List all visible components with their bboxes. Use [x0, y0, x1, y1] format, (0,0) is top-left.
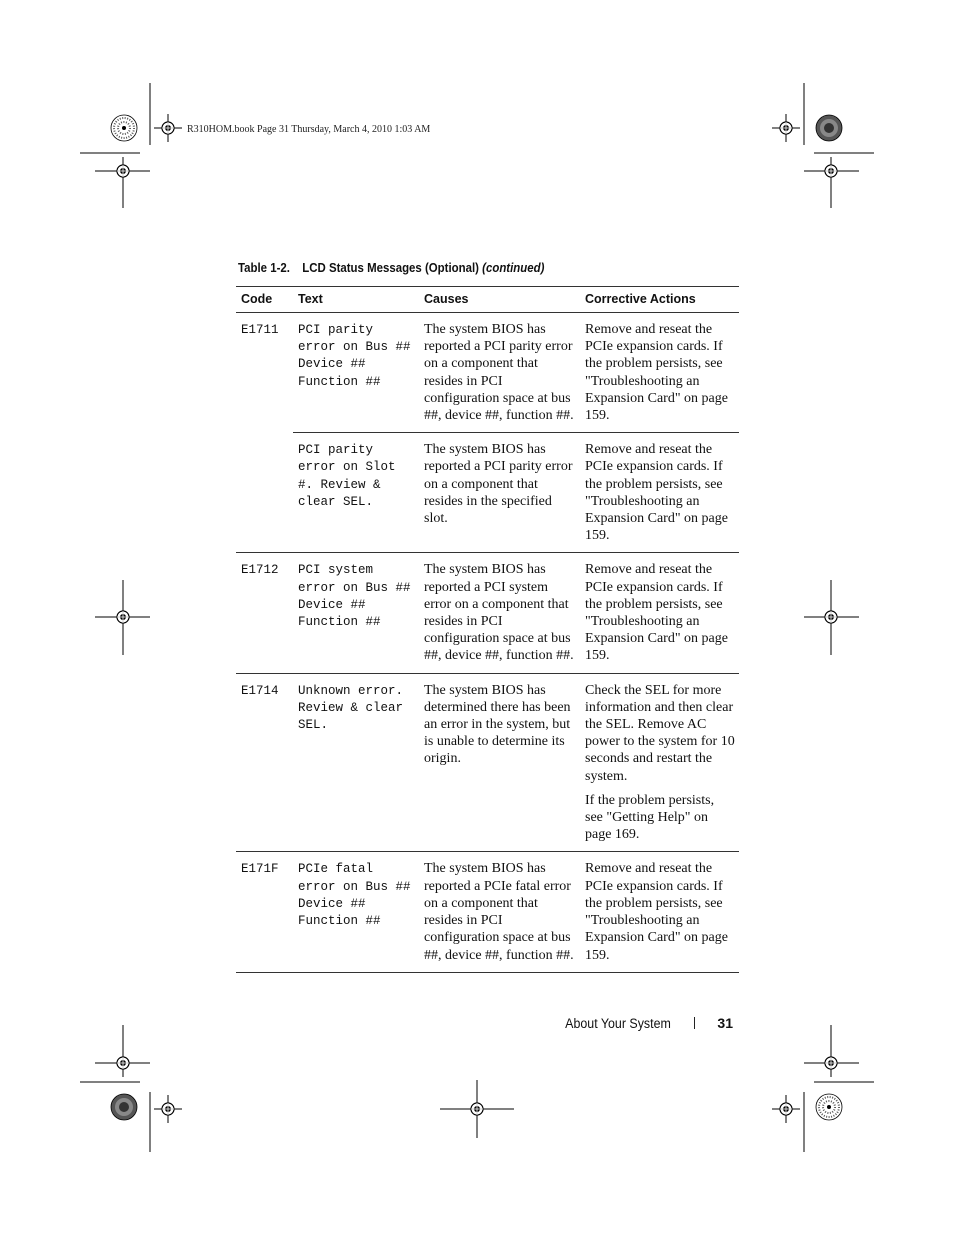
- cell-code: E1714: [236, 673, 293, 852]
- cell-causes: The system BIOS has reported a PCI parity error on a component that resides in the specified slot.: [419, 433, 580, 553]
- header-code: Code: [236, 287, 293, 313]
- cell-text: Unknown error. Review & clear SEL.: [293, 673, 419, 852]
- cell-action: [580, 673, 739, 852]
- header-text: Text: [293, 287, 419, 313]
- cell-code: E171F: [236, 852, 293, 972]
- lcd-status-table: [236, 286, 739, 973]
- table-row: [236, 313, 739, 433]
- action-paragraph: If the problem persists, see "Getting Help" on page 169.: [585, 792, 715, 843]
- table-title: LCD Status Messages (Optional): [302, 260, 479, 275]
- footer-section-title: About Your System: [564, 1016, 671, 1031]
- page-footer: [556, 1015, 733, 1031]
- cell-code: [236, 433, 293, 553]
- cell-causes: The system BIOS has reported a PCIe fatal error on a component that resides in PCI configuration space at bus ##, device ##, function ##.: [419, 852, 580, 972]
- table-row: [236, 852, 739, 972]
- header-causes: Causes: [419, 287, 580, 313]
- cell-action: Remove and reseat the PCIe expansion cards. If the problem persists, see "Troubleshooting an Expansion Card" on page 159.: [580, 433, 739, 553]
- cell-causes: The system BIOS has reported a PCI system error on a component that resides in PCI configuration space at bus ##, device ##, function ##.: [419, 553, 580, 673]
- table-number: Table 1-2.: [238, 260, 290, 275]
- table-row: [236, 553, 739, 673]
- cell-causes: The system BIOS has determined there has been an error in the system, but is unable to determine its origin.: [419, 673, 580, 852]
- header-corrective-actions: Corrective Actions: [580, 287, 739, 313]
- cell-action: Remove and reseat the PCIe expansion cards. If the problem persists, see "Troubleshooting an Expansion Card" on page 159.: [580, 313, 739, 433]
- table-continued: (continued): [482, 260, 545, 275]
- table-caption: [238, 260, 544, 275]
- table-row: [236, 673, 739, 852]
- cell-action: Remove and reseat the PCIe expansion cards. If the problem persists, see "Troubleshooting an Expansion Card" on page 159.: [580, 852, 739, 972]
- table-header-row: [236, 287, 739, 313]
- cell-text: PCIe fatal error on Bus ## Device ## Function ##: [293, 852, 419, 972]
- cell-code: E1712: [236, 553, 293, 673]
- cell-code: E1711: [241, 323, 279, 337]
- cell-causes: The system BIOS has reported a PCI parity error on a component that resides in PCI configuration space at bus ##, device ##, function ##.: [419, 313, 580, 433]
- cell-text: PCI parity error on Bus ## Device ## Function ##: [293, 313, 419, 433]
- footer-divider: [694, 1017, 695, 1029]
- cell-action: Remove and reseat the PCIe expansion cards. If the problem persists, see "Troubleshooting an Expansion Card" on page 159.: [580, 553, 739, 673]
- page-number: 31: [717, 1015, 733, 1031]
- cell-text: PCI parity error on Slot #. Review & clear SEL.: [293, 433, 419, 553]
- table-row: [236, 433, 739, 553]
- cell-text: PCI system error on Bus ## Device ## Function ##: [293, 553, 419, 673]
- print-header: R310HOM.book Page 31 Thursday, March 4, 2010 1:03 AM: [187, 124, 431, 135]
- action-paragraph: Check the SEL for more information and then clear the SEL. Remove AC power to the system for 10 seconds and restart the system.: [585, 682, 735, 784]
